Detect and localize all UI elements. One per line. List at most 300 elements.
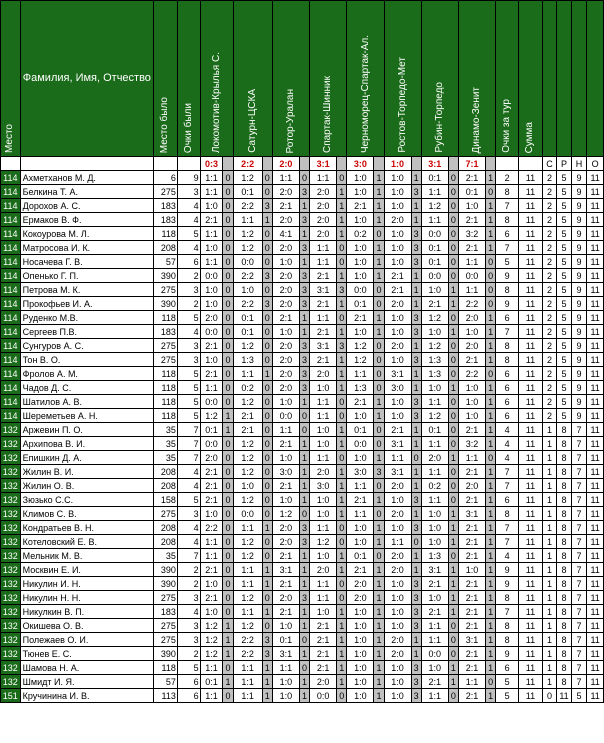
prediction-points-cell: 3 (374, 465, 384, 479)
stat-cell: 5 (557, 199, 571, 213)
round-points-cell: 5 (496, 255, 519, 269)
stat-cell: 2 (542, 297, 556, 311)
sum-cell: 11 (519, 535, 543, 549)
prediction-points-cell: 3 (411, 619, 421, 633)
prediction-points-cell: 1 (411, 269, 421, 283)
table-row (1, 479, 604, 493)
prediction-cell: 2:1 (272, 479, 299, 493)
sum-cell: 11 (519, 367, 543, 381)
prediction-points-cell: 1 (411, 423, 421, 437)
prediction-points-cell: 3 (337, 283, 347, 297)
prediction-points-cell: 1 (448, 451, 458, 465)
round-points-cell: 5 (496, 675, 519, 689)
stat-cell: 5 (557, 353, 571, 367)
prediction-points-cell: 1 (337, 437, 347, 451)
prediction-points-cell: 1 (374, 171, 384, 185)
prediction-points-cell: 1 (485, 199, 495, 213)
prediction-cell: 1:0 (384, 199, 411, 213)
prediction-cell: 1:1 (272, 171, 299, 185)
prediction-cell: 1:2 (233, 339, 262, 353)
stat-cell: 7 (571, 633, 587, 647)
table-row (1, 549, 604, 563)
prediction-points-cell: 0 (223, 255, 233, 269)
round-points-cell: 7 (496, 535, 519, 549)
table-row (1, 423, 604, 437)
results-blank (20, 157, 153, 171)
prediction-cell: 1:1 (233, 689, 262, 703)
prediction-cell: 2:1 (347, 563, 374, 577)
prediction-cell: 2:0 (310, 675, 337, 689)
prediction-cell: 1:2 (233, 549, 262, 563)
place-was-cell: 35 (154, 451, 178, 465)
stat-cell: 8 (557, 479, 571, 493)
prediction-points-cell: 0 (374, 437, 384, 451)
prediction-points-cell: 3 (411, 227, 421, 241)
sum-cell: 11 (519, 619, 543, 633)
prediction-points-cell: 1 (411, 367, 421, 381)
prediction-points-cell: 0 (299, 633, 309, 647)
prediction-cell: 2:1 (459, 591, 486, 605)
prediction-points-cell: 0 (337, 395, 347, 409)
prediction-points-cell: 1 (262, 577, 272, 591)
prediction-points-cell: 1 (411, 465, 421, 479)
prediction-points-cell: 1 (485, 465, 495, 479)
sum-cell: 11 (519, 605, 543, 619)
prediction-points-cell: 0 (262, 507, 272, 521)
prediction-cell: 1:0 (200, 297, 223, 311)
stat-cell: 0 (542, 689, 556, 703)
prediction-points-cell: 1 (448, 535, 458, 549)
place-cell: 114 (1, 325, 21, 339)
name-cell: Полежаев О. И. (20, 633, 153, 647)
name-cell: Сунгуров А. С. (20, 339, 153, 353)
prediction-cell: 2:1 (459, 619, 486, 633)
place-was-cell: 183 (154, 325, 178, 339)
prediction-points-cell: 1 (337, 465, 347, 479)
sum-cell: 11 (519, 507, 543, 521)
prediction-points-cell: 0 (262, 479, 272, 493)
prediction-cell: 1:0 (200, 605, 223, 619)
points-were-cell: 4 (177, 479, 200, 493)
stat-cell: 5 (557, 297, 571, 311)
place-cell: 114 (1, 241, 21, 255)
prediction-points-cell: 0 (299, 409, 309, 423)
prediction-points-cell: 1 (337, 661, 347, 675)
header-match-1: Локомотив-Крылья С. (200, 1, 233, 157)
prediction-cell: 1:0 (384, 409, 411, 423)
stat-cell: 1 (542, 451, 556, 465)
prediction-points-cell: 1 (448, 507, 458, 521)
prediction-points-cell: 0 (448, 311, 458, 325)
prediction-points-cell: 0 (337, 241, 347, 255)
prediction-points-cell: 3 (411, 661, 421, 675)
header-match-6: Ростов-Торпедо-Мет (384, 1, 421, 157)
stat-cell: 7 (571, 423, 587, 437)
prediction-cell: 1:2 (233, 465, 262, 479)
prediction-cell: 1:0 (459, 409, 486, 423)
prediction-points-cell: 3 (411, 325, 421, 339)
stat-cell: 8 (557, 549, 571, 563)
stat-cell: 9 (571, 325, 587, 339)
stat-cell: 8 (557, 647, 571, 661)
prediction-points-cell: 1 (374, 591, 384, 605)
prediction-cell: 1:0 (384, 605, 411, 619)
points-were-cell: 4 (177, 535, 200, 549)
prediction-points-cell: 1 (411, 507, 421, 521)
prediction-cell: 0:1 (272, 633, 299, 647)
prediction-points-cell: 1 (299, 199, 309, 213)
prediction-cell: 1:0 (384, 689, 411, 703)
prediction-cell: 1:0 (347, 255, 374, 269)
prediction-cell: 1:1 (310, 311, 337, 325)
prediction-points-cell: 3 (262, 269, 272, 283)
prediction-points-cell: 0 (485, 185, 495, 199)
table-row (1, 241, 604, 255)
prediction-points-cell: 1 (223, 675, 233, 689)
prediction-points-cell: 0 (448, 633, 458, 647)
prediction-cell: 0:2 (233, 381, 262, 395)
sum-cell: 11 (519, 255, 543, 269)
stat-cell: 2 (542, 395, 556, 409)
prediction-cell: 2:0 (310, 199, 337, 213)
prediction-cell: 2:0 (272, 535, 299, 549)
table-row (1, 437, 604, 451)
prediction-cell: 0:0 (272, 409, 299, 423)
stat-cell: 7 (571, 675, 587, 689)
name-cell: Шереметьев А. Н. (20, 409, 153, 423)
prediction-points-cell: 0 (223, 521, 233, 535)
table-row (1, 227, 604, 241)
prediction-points-cell: 1 (337, 563, 347, 577)
prediction-points-cell: 1 (337, 605, 347, 619)
prediction-points-cell: 1 (223, 619, 233, 633)
prediction-cell: 2:1 (200, 493, 223, 507)
prediction-cell: 1:0 (421, 283, 448, 297)
stat-cell: 7 (571, 619, 587, 633)
prediction-points-cell: 0 (262, 311, 272, 325)
stat-cell: 11 (587, 353, 604, 367)
stat-cell: 9 (571, 353, 587, 367)
prediction-points-cell: 1 (337, 493, 347, 507)
prediction-points-cell: 0 (448, 619, 458, 633)
prediction-cell: 2:2 (233, 647, 262, 661)
prediction-cell: 1:0 (384, 227, 411, 241)
prediction-cell: 3:1 (459, 633, 486, 647)
prediction-points-cell: 1 (337, 213, 347, 227)
place-was-cell: 275 (154, 507, 178, 521)
prediction-cell: 0:1 (459, 185, 486, 199)
round-points-cell: 7 (496, 199, 519, 213)
name-cell: Фролов А. М. (20, 367, 153, 381)
header-place: Место (1, 1, 21, 157)
prediction-cell: 1:0 (200, 507, 223, 521)
prediction-points-cell: 1 (485, 479, 495, 493)
stat-cell: 11 (587, 241, 604, 255)
prediction-cell: 1:1 (459, 675, 486, 689)
prediction-cell: 1:1 (421, 395, 448, 409)
prediction-cell: 3:1 (459, 507, 486, 521)
prediction-points-cell: 1 (374, 255, 384, 269)
name-cell: Мельник М. В. (20, 549, 153, 563)
prediction-cell: 1:1 (421, 465, 448, 479)
prediction-points-cell: 0 (262, 325, 272, 339)
prediction-cell: 1:0 (310, 423, 337, 437)
sum-cell: 11 (519, 563, 543, 577)
sum-cell: 11 (519, 297, 543, 311)
place-cell: 114 (1, 171, 21, 185)
prediction-points-cell: 0 (337, 689, 347, 703)
table-row (1, 619, 604, 633)
prediction-cell: 1:0 (384, 591, 411, 605)
prediction-points-cell: 1 (337, 227, 347, 241)
table-row (1, 213, 604, 227)
prediction-cell: 2:2 (200, 521, 223, 535)
prediction-points-cell: 1 (299, 465, 309, 479)
prediction-cell: 0:1 (200, 675, 223, 689)
prediction-cell: 2:1 (421, 605, 448, 619)
stat-cell: 9 (571, 395, 587, 409)
prediction-cell: 1:1 (272, 661, 299, 675)
stat-cell: 1 (542, 437, 556, 451)
stat-cell: 11 (587, 283, 604, 297)
prediction-points-cell: 1 (448, 591, 458, 605)
prediction-cell: 2:1 (310, 325, 337, 339)
place-was-cell: 158 (154, 493, 178, 507)
prediction-points-cell: 0 (448, 255, 458, 269)
prediction-cell: 2:0 (384, 213, 411, 227)
prediction-points-cell: 3 (262, 199, 272, 213)
table-row (1, 591, 604, 605)
prediction-points-cell: 1 (299, 619, 309, 633)
prediction-cell: 0:1 (200, 423, 223, 437)
prediction-cell: 2:1 (421, 297, 448, 311)
table-row (1, 633, 604, 647)
place-cell: 151 (1, 689, 21, 703)
sum-cell: 11 (519, 339, 543, 353)
prediction-cell: 1:1 (272, 423, 299, 437)
prediction-cell: 2:1 (459, 171, 486, 185)
sum-cell: 11 (519, 479, 543, 493)
prediction-cell: 3:2 (459, 437, 486, 451)
points-were-cell: 4 (177, 521, 200, 535)
stat-cell: 1 (542, 563, 556, 577)
stat-cell: 1 (542, 549, 556, 563)
prediction-points-cell: 0 (448, 409, 458, 423)
place-was-cell: 183 (154, 605, 178, 619)
prediction-points-cell: 0 (223, 563, 233, 577)
prediction-cell: 2:1 (200, 367, 223, 381)
prediction-cell: 1:1 (421, 493, 448, 507)
header-match-5: Черноморец-Спартак-Ал. (347, 1, 384, 157)
place-was-cell: 118 (154, 311, 178, 325)
prediction-points-cell: 1 (448, 283, 458, 297)
prediction-cell: 1:1 (200, 255, 223, 269)
table-row (1, 353, 604, 367)
prediction-points-cell: 1 (485, 535, 495, 549)
stat-cell: 7 (571, 451, 587, 465)
prediction-cell: 1:0 (347, 675, 374, 689)
stat-cell: 1 (542, 479, 556, 493)
prediction-points-cell: 1 (411, 283, 421, 297)
match-result: 0:3 (200, 157, 223, 171)
header-extra-3 (571, 1, 587, 157)
prediction-cell: 1:0 (421, 381, 448, 395)
stat-cell: 2 (542, 409, 556, 423)
prediction-cell: 2:0 (347, 591, 374, 605)
prediction-points-cell: 0 (262, 241, 272, 255)
sum-cell: 11 (519, 521, 543, 535)
prediction-points-cell: 1 (485, 171, 495, 185)
stat-cell: 8 (557, 451, 571, 465)
prediction-cell: 2:1 (310, 647, 337, 661)
place-was-cell: 208 (154, 465, 178, 479)
stat-cell: 2 (542, 199, 556, 213)
place-was-cell: 113 (154, 689, 178, 703)
stat-cell: 5 (557, 395, 571, 409)
prediction-points-cell: 0 (448, 423, 458, 437)
prediction-cell: 1:0 (421, 507, 448, 521)
round-points-cell: 6 (496, 409, 519, 423)
prediction-points-cell: 1 (485, 311, 495, 325)
sum-cell: 11 (519, 591, 543, 605)
prediction-cell: 2:2 (233, 633, 262, 647)
prediction-points-cell: 0 (374, 381, 384, 395)
prediction-points-cell: 0 (299, 661, 309, 675)
stat-cell: 11 (587, 339, 604, 353)
prediction-points-cell: 1 (411, 633, 421, 647)
prediction-points-cell: 1 (448, 563, 458, 577)
prediction-cell: 1:0 (384, 255, 411, 269)
prediction-points-cell: 3 (299, 213, 309, 227)
stat-cell: 5 (557, 367, 571, 381)
prediction-cell: 1:1 (459, 255, 486, 269)
prediction-cell: 0:1 (347, 423, 374, 437)
prediction-points-cell: 1 (485, 549, 495, 563)
prediction-points-cell: 1 (485, 213, 495, 227)
prediction-points-cell: 0 (223, 465, 233, 479)
stat-cell: 8 (557, 675, 571, 689)
prediction-cell: 1:0 (384, 171, 411, 185)
prediction-cell: 1:0 (272, 325, 299, 339)
round-points-cell: 8 (496, 185, 519, 199)
prediction-cell: 2:0 (310, 213, 337, 227)
prediction-points-cell: 1 (485, 619, 495, 633)
prediction-points-cell: 3 (411, 311, 421, 325)
round-points-cell: 8 (496, 213, 519, 227)
prediction-cell: 1:0 (272, 255, 299, 269)
points-were-cell: 3 (177, 619, 200, 633)
header-points-round: Очки за тур (496, 1, 519, 157)
prediction-points-cell: 1 (223, 647, 233, 661)
prediction-points-cell: 3 (299, 591, 309, 605)
prediction-points-cell: 1 (411, 171, 421, 185)
prediction-cell: 0:1 (233, 325, 262, 339)
prediction-points-cell: 1 (299, 395, 309, 409)
prediction-cell: 1:0 (272, 619, 299, 633)
prediction-points-cell: 1 (299, 437, 309, 451)
prediction-cell: 3:1 (272, 563, 299, 577)
prediction-points-cell: 1 (374, 661, 384, 675)
prediction-cell: 1:3 (347, 381, 374, 395)
prediction-cell: 1:1 (310, 241, 337, 255)
stat-cell: 7 (571, 493, 587, 507)
sum-cell: 11 (519, 437, 543, 451)
prediction-points-cell: 0 (223, 339, 233, 353)
stat-cell: 8 (557, 605, 571, 619)
prediction-cell: 1:0 (384, 521, 411, 535)
prediction-points-cell: 0 (223, 381, 233, 395)
prediction-cell: 0:0 (200, 325, 223, 339)
stat-cell: 5 (557, 311, 571, 325)
stat-cell: 7 (571, 591, 587, 605)
name-cell: Шмидт И. Я. (20, 675, 153, 689)
prediction-points-cell: 1 (337, 269, 347, 283)
prediction-points-cell: 1 (337, 675, 347, 689)
prediction-points-cell: 0 (223, 213, 233, 227)
sum-cell: 11 (519, 577, 543, 591)
place-cell: 114 (1, 269, 21, 283)
sum-cell: 11 (519, 241, 543, 255)
prediction-points-cell: 1 (374, 185, 384, 199)
prediction-points-cell: 0 (337, 255, 347, 269)
prediction-points-cell: 0 (223, 171, 233, 185)
prediction-points-cell: 1 (411, 199, 421, 213)
prediction-cell: 1:1 (200, 171, 223, 185)
stat-cell: 9 (571, 255, 587, 269)
prediction-cell: 2:1 (459, 213, 486, 227)
prediction-cell: 1:2 (233, 535, 262, 549)
prediction-cell: 1:0 (233, 479, 262, 493)
name-cell: Тон В. О. (20, 353, 153, 367)
sum-cell: 11 (519, 647, 543, 661)
prediction-cell: 1:1 (310, 577, 337, 591)
round-points-cell: 4 (496, 437, 519, 451)
col-r: Р (557, 157, 571, 171)
prediction-points-cell: 0 (448, 213, 458, 227)
prediction-cell: 1:0 (200, 577, 223, 591)
prediction-points-cell: 1 (337, 199, 347, 213)
prediction-cell: 2:0 (200, 311, 223, 325)
prediction-points-cell: 0 (374, 353, 384, 367)
points-were-cell: 4 (177, 199, 200, 213)
stat-cell: 8 (557, 423, 571, 437)
name-cell: Архипова В. И. (20, 437, 153, 451)
prediction-cell: 2:1 (459, 535, 486, 549)
prediction-points-cell: 3 (411, 395, 421, 409)
place-cell: 114 (1, 311, 21, 325)
prediction-points-cell: 1 (262, 563, 272, 577)
match-result: 1:0 (384, 157, 411, 171)
prediction-cell: 2:1 (200, 563, 223, 577)
prediction-cell: 2:2 (459, 297, 486, 311)
stat-cell: 2 (542, 269, 556, 283)
prediction-points-cell: 1 (485, 521, 495, 535)
prediction-points-cell: 1 (262, 689, 272, 703)
table-row (1, 451, 604, 465)
name-cell: Носачева Г. В. (20, 255, 153, 269)
prediction-cell: 1:0 (272, 675, 299, 689)
prediction-points-cell: 1 (411, 549, 421, 563)
match-result: 3:0 (347, 157, 374, 171)
prediction-points-cell: 3 (299, 283, 309, 297)
stat-cell: 11 (587, 367, 604, 381)
prediction-points-cell: 0 (223, 283, 233, 297)
place-was-cell: 118 (154, 409, 178, 423)
prediction-cell: 1:0 (200, 353, 223, 367)
prediction-points-cell: 1 (485, 507, 495, 521)
table-body (1, 171, 604, 703)
stat-cell: 7 (571, 605, 587, 619)
